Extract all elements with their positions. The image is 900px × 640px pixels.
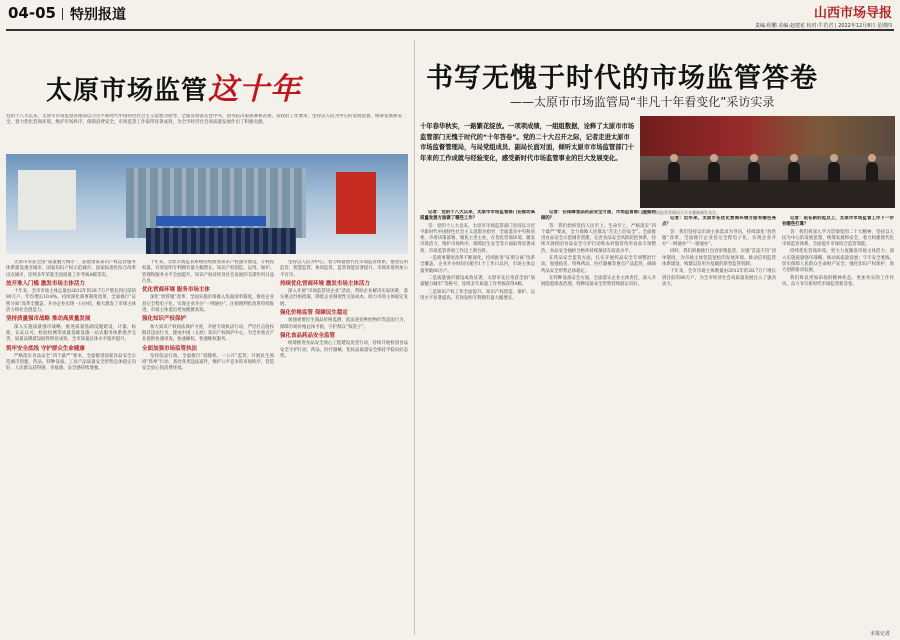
paragraph: 统筹推进食品安全放心工程建设攻坚行动，持续开展校园食品安全守护行动，药品、医疗器械、化妆品质量安全保持平稳向好态势。 [280, 341, 408, 359]
photo-person-head [670, 154, 678, 162]
paragraph: 十年来，太原市场监管系统持续推进知识产权强市建设，专利授权量、有效发明专利拥有量大幅增长，知识产权创造、运用、保护、管理和服务水平全面提升，知识产权对经济社会发展的支撑作用日益凸显。 [142, 260, 274, 284]
paragraph: 加大知识产权执法保护力度，开展专项执法行动，严厉打击侵权假冒违法行为，建成中国（太原）知识产权保护中心，为全市重点产业提供快速审查、快速确权、快速维权服务。 [142, 324, 274, 343]
paragraph: 深入实施质量强市战略，推进质量基础设施建设，计量、标准、认证认可、检验检测等质量基础设施一站式服务体系逐步完善，质量品牌建设取得明显成效，全市质量总体水平稳步提升。 [6, 324, 136, 343]
photo-desk [640, 180, 895, 208]
paragraph: 答：我们将深入学习贯彻党的二十大精神，坚持以人民为中心的发展思想，统筹发展和安全，着力构建现代化市场监管体系，全面提升市场综合监管效能。 [782, 229, 894, 248]
paragraph: 坚持依法行政，全面推行“双随机、一公开”监管，开展民生领域“铁拳”行动，查处各类违法案件，维护公平竞争的市场秩序，营造安全放心的消费环境。 [142, 353, 274, 372]
press-conference-photo [640, 116, 895, 208]
left-column-2 [142, 260, 274, 635]
right-column-2 [541, 210, 656, 635]
interview-question: 记者：站在新的起点上，太原市市场监管工作下一步有哪些打算？ [782, 216, 894, 228]
photo-person [788, 162, 800, 182]
left-headline [46, 64, 301, 108]
paragraph: 十年来，全市市场主体总量由2012年的28.7万户增长到目前的80万户，年均增长10.8%。持续深化商事制度改革，全面推行“证照分离”改革全覆盖，开办企业实现一日办结，极大激发了市场主体活力和社会创造力。 [6, 289, 136, 314]
paragraph: 答：党的十八大以来，太原市市场监管部门坚持以习近平新时代中国特色社会主义思想为指导，全面落实中央和省委、市委决策部署，聚焦主责主业，在优化营商环境、激发市场活力、维护市场秩序、保障民生安全等方面取得显著成效，市场监管各项工作迈上新台阶。 [420, 223, 535, 254]
photo-person [668, 162, 680, 182]
paragraph: 三是知识产权工作全面提升。知识产权创造、保护、运用水平显著提高，有效发明专利拥有量大幅增长。 [420, 289, 535, 301]
photo-banner [156, 216, 266, 226]
photo-person-head [750, 154, 758, 162]
paragraph: 深化“放管服”改革，全面实施市场准入负面清单制度，推进企业登记全程电子化，实现企业开办“一网通办”，注销便利化改革持续推进，市场主体退出更加便捷高效。 [142, 295, 274, 314]
subheading: 强化食品药品安全监管 [280, 332, 336, 339]
left-headline-black: 太原市场监管 [46, 76, 209, 106]
paragraph: 一是商事制度改革不断深化。持续推进“证照分离”改革全覆盖，企业开办时间压缩至1个工作日以内，市场主体总量突破80万户。 [420, 256, 535, 274]
paragraph: 在药品安全监管方面，扎实开展药品安全专项整治行动，加强疫苗、特殊药品、医疗器械等重点产品监管，确保药品安全形势总体稳定。 [541, 256, 656, 274]
footer-credit: 本报记者 [869, 631, 890, 637]
paragraph: 加强重要民生商品价格监测，依法查处哄抬物价等违法行为，保障市场价格总体平稳，守护群众“钱袋子”。 [280, 318, 408, 330]
left-column-1 [6, 260, 136, 635]
photo-person [748, 162, 760, 182]
subheading: 放开准入门槛 激发市场主体活力 [6, 280, 85, 287]
paragraph: 在特种设备安全方面，全面落实企业主体责任，深入开展隐患排查治理，特种设备安全形势持续稳定向好。 [541, 275, 656, 288]
left-column-3 [280, 260, 408, 635]
paragraph: 坚持以人民为中心，着力构建现代化市场监管体系，推进信用监管、智慧监管、协同监管，监管效能显著提升，市场环境更加公平有序。 [280, 260, 408, 278]
header-rule [6, 29, 894, 31]
photo-person-head [830, 154, 838, 162]
section-title: 特别报道 [70, 7, 126, 23]
paragraph: 我们将以更加昂扬的精神状态、更加务实的工作作风，奋力书写新时代市场监管新答卷。 [782, 275, 894, 287]
photo-person-head [868, 154, 876, 162]
newspaper-brand: 山西市场导报 [813, 6, 892, 21]
left-headline-red: 这十年 [208, 72, 302, 107]
interview-question: 记者：近年来，太原市在优化营商环境方面有哪些亮点？ [662, 216, 776, 228]
photo-caption: 太原市市场监督管理局召开专题新闻发布会。 [640, 210, 720, 215]
paragraph: 十年来，全市市场主体数量由2012年的28.7万户增长到目前的80万户，为全市经济社会高质量发展注入了强劲动力。 [662, 269, 776, 287]
photo-sign [18, 170, 76, 230]
page-gutter [414, 40, 415, 635]
photo-person [708, 162, 720, 182]
subheading: 优化营商环境 服务市场主体 [142, 287, 210, 294]
interview-question: 记者：党的十八大以来，太原市市场监管部门在推动高质量发展方面做了哪些工作？ [420, 210, 535, 222]
right-column-3 [662, 216, 776, 635]
right-column-4 [782, 216, 894, 635]
paragraph: 深入开展“市场监管进企业”活动，帮助企业解决实际困难，落实惠企纾困政策，降低企业制度性交易成本，助力市场主体稳定发展。 [280, 289, 408, 307]
right-column-1 [420, 210, 535, 635]
photo-backdrop [640, 116, 895, 156]
subheading: 坚持质量强市战略 推动高质量发展 [6, 316, 91, 323]
interview-question: 记者：在保障食品药品安全方面，市场监管部门是如何做的？ [541, 210, 656, 222]
photo-person [866, 162, 878, 182]
photo-person-head [790, 154, 798, 162]
paragraph: 二是质量强市建设成效显著。太原市先后荣获全国“质量魅力城市”等称号，连续多年质量工作考核获得A级。 [420, 275, 535, 288]
paragraph: 太原市荣获全国“质量魅力城市”，获批国家知识产权运营服务体系建设重点城市、国家知识产权示范城市、国家标准化综合改革试点城市，连续多年荣获全国质量工作考核A级等次。 [6, 260, 136, 278]
subheading: 全面加强市场监管执法 [142, 345, 198, 352]
editor-meta: 责编:程鹏 美编:赵建花 校对:牛若君 | 2022年12月8日 星期四 [755, 23, 892, 29]
subheading: 筑牢安全底线 守护群众生命健康 [6, 345, 85, 352]
subheading: 强化知识产权保护 [142, 316, 187, 323]
paragraph: 同时，我们积极推行包容审慎监管，实施“首违不罚”清单制度，为市场主体营造宽松的发展环境。推动信用监管体系建设，构建以信用为基础的新型监管机制。 [662, 249, 776, 268]
subheading: 持续优化营商环境 激发市场主体活力 [280, 280, 370, 287]
right-lead: 十年春华秋实，一路繁花绽放。一项项成绩，一组组数据，诠释了太原市市场监管部门无愧于时代的“十年答卷”。党的二十大召开之际，记者走进太原市市场监督管理局，与局党组成员、副局长面对面，倾听太原市市场监管部门十年来的工作成就与经验变化，感受新时代市场监管事业的巨大发展变化。 [420, 123, 635, 162]
right-subheadline: ——太原市市场监管局“非凡十年看变化”采访实录 [510, 95, 775, 109]
right-headline: 书写无愧于时代的市场监管答卷 [426, 63, 818, 94]
left-intro: 党的十八大以来，太原市市场监督管理局以习近平新时代中国特色社会主义思想为指导，全面贯彻落实党中央、国务院决策部署和省委、省政府工作要求，坚持以人民为中心的发展思想，统筹发展和安全，着力优化营商环境、维护市场秩序、保障消费安全，市场监管工作取得显著成效，为全市经济社会高质量发展作出了积极贡献。 [6, 114, 402, 126]
paragraph: 答：我们坚持以市场主体需求为导向，持续深化“放管服”改革，全面推行企业登记全程电子化，实现企业开办“一网通办”“一窗通办”。 [662, 229, 776, 248]
left-photo [6, 154, 408, 254]
paragraph: 持续优化营商环境，更大力度激发市场主体活力；深入实施质量强市战略，推动高质量发展；守牢安全底线，切实保障人民群众生命财产安全；强化知识产权保护，助力创新驱动发展。 [782, 249, 894, 274]
paragraph: 严格落实食品安全“四个最严”要求，全面推进国家食品安全示范城市创建，药品、特种设备、工业产品质量安全形势总体稳定向好，人民群众获得感、幸福感、安全感持续增强。 [6, 353, 136, 372]
photo-person-head [710, 154, 718, 162]
header-divider [62, 8, 63, 20]
page-number: 04-05 [8, 4, 56, 22]
subheading: 强化价格监管 保障民生稳定 [280, 310, 348, 317]
photo-person [828, 162, 840, 182]
photo-crowd [146, 228, 296, 254]
photo-flag [336, 172, 376, 234]
paragraph: 答：我们始终坚持人民至上、生命至上，严格落实“四个最严”要求，全力保障人民群众“舌尖上的安全”。全面推进食品安全示范城市创建，完善食品安全风险防控体系，持续开展校园食品安全守护行动和农村假冒伪劣食品专项整治，食品安全抽检合格率持续保持在较高水平。 [541, 223, 656, 254]
